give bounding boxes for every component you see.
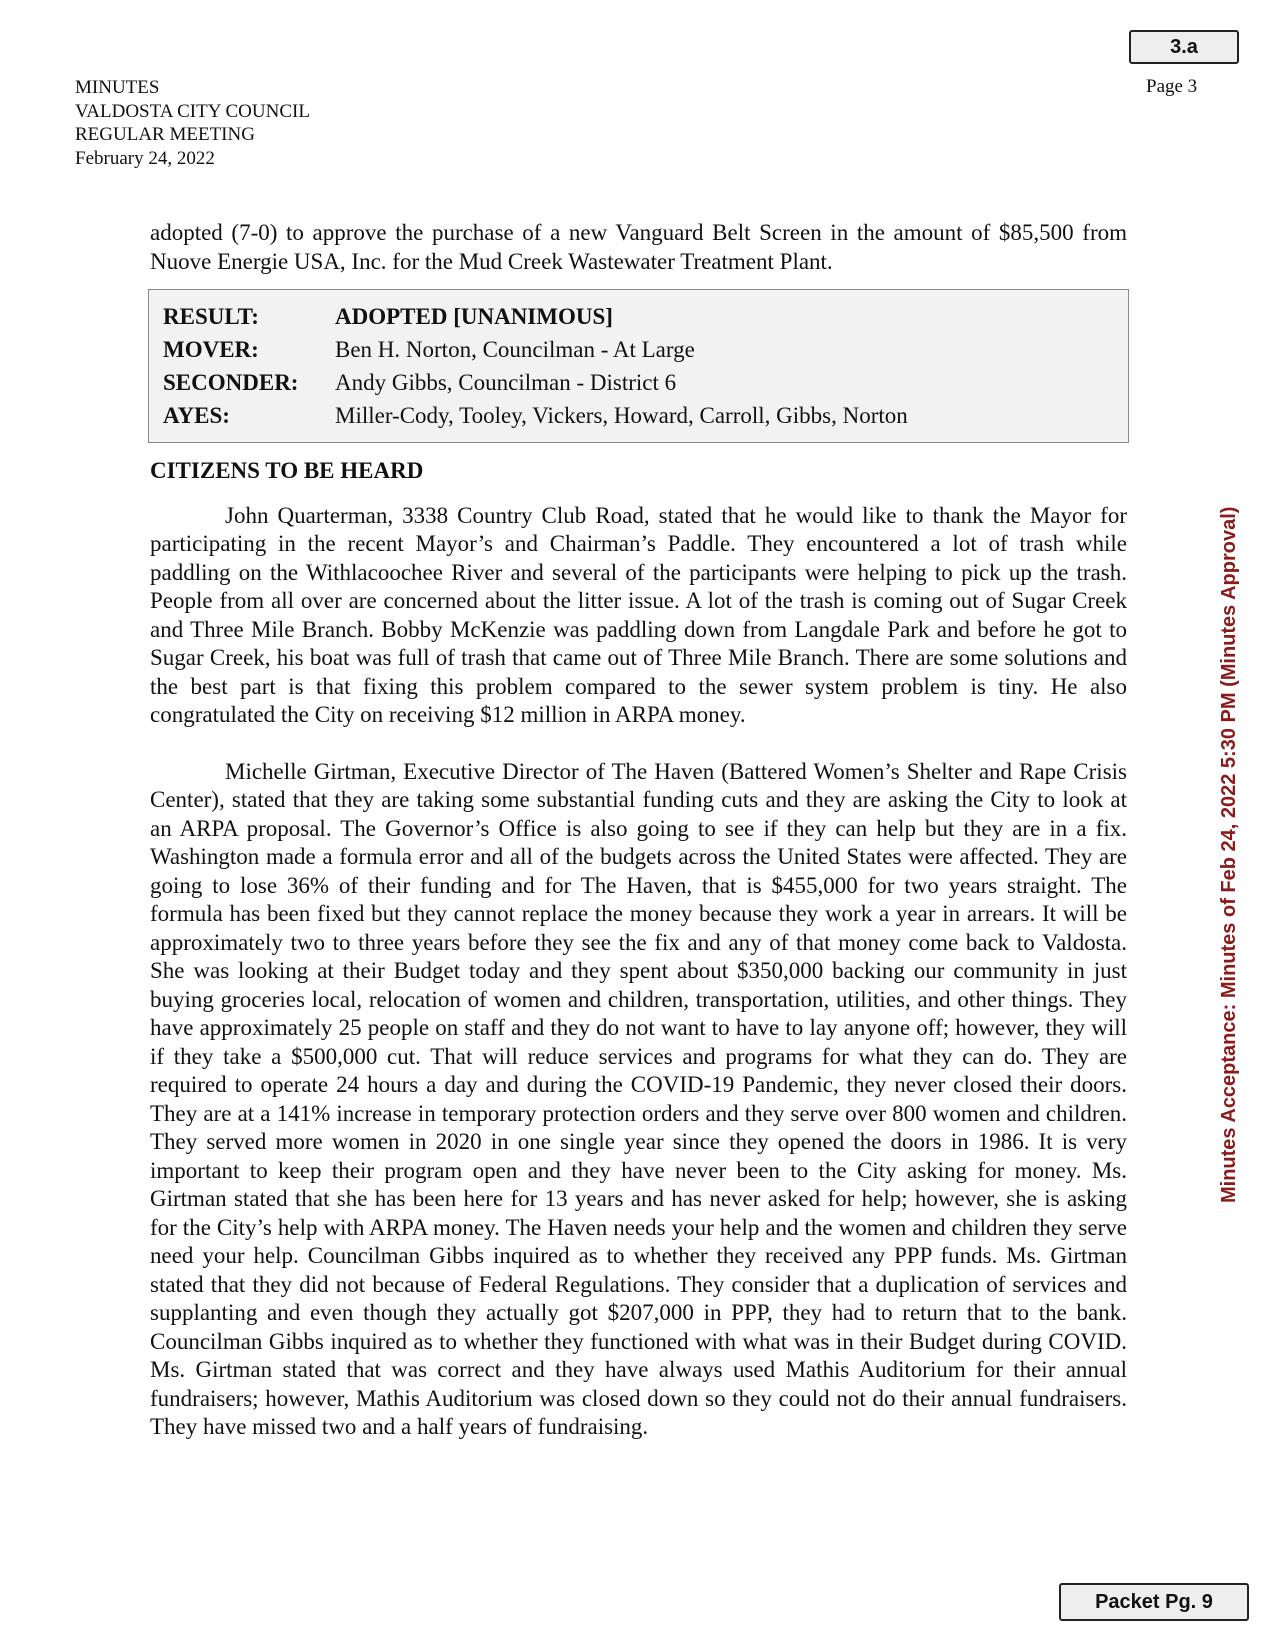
- vote-label: SECONDER:: [163, 370, 299, 395]
- document-header: [75, 76, 310, 170]
- vote-row-ayes: [163, 399, 1114, 432]
- side-annotation: Minutes Acceptance: Minutes of Feb 24, 2022 5:30 PM (Minutes Approval): [1218, 506, 1240, 1203]
- vote-value: Miller-Cody, Tooley, Vickers, Howard, Carroll, Gibbs, Norton: [335, 403, 908, 428]
- packet-page-label: Packet Pg. 9: [1095, 1590, 1213, 1613]
- vote-value: Andy Gibbs, Councilman - District 6: [335, 370, 677, 395]
- agenda-item-tag: [1129, 30, 1239, 64]
- vote-row-mover: [163, 333, 1114, 366]
- intro-paragraph: adopted (7-0) to approve the purchase of a new Vanguard Belt Screen in the amount of $85,500 from Nuove Energie USA, Inc. for the Mud Creek Wastewater Treatment Plant.: [150, 220, 1127, 274]
- header-date: February 24, 2022: [75, 147, 215, 169]
- document-body: [150, 219, 1127, 1442]
- paragraph-girtman: Michelle Girtman, Executive Director of The Haven (Battered Women’s Shelter and Rape Crisis Center), stated that they are taking some substantial funding cuts and they are asking the City to look at an ARPA proposal. The Governor’s Office is also going to see if they can help but they are in a fix. Washington made a formula error and all of the budgets across the United States were affected. They are going to lose 36% of their funding and for The Haven, that is $455,000 for two years straight. The formula has been fixed but they cannot replace the money because they work a year in arrears. It will be approximately two to three years before they see the fix and any of that money come back to Valdosta. She was looking at their Budget today and they spent about $350,000 backing our community in just buying groceries local, relocation of women and children, transportation, utilities, and other things. They have approximately 25 people on staff and they do not want to have to lay anyone off; however, they will if they take a $500,000 cut. That will reduce services and programs for what they can do. They are required to operate 24 hours a day and during the COVID-19 Pandemic, they never closed their doors. They are at a 141% increase in temporary protection orders and they serve over 800 women and children. They served more women in 2020 in one single year since they opened the doors in 1986. It is very important to keep their program open and they have never been to the City asking for money. Ms. Girtman stated that she has been here for 13 years and has never asked for help; however, she is asking for the City’s help with ARPA money. The Haven needs your help and the women and children they serve need your help. Councilman Gibbs inquired as to whether they received any PPP funds. Ms. Girtman stated that they did not because of Federal Regulations. They consider that a duplication of services and supplanting and even though they actually got $207,000 in PPP, they had to return that to the bank. Councilman Gibbs inquired as to whether they functioned with what was in their Budget during COVID. Ms. Girtman stated that was correct and they have always used Mathis Auditorium for their annual fundraisers; however, Mathis Auditorium was closed down so they could not do their annual fundraisers. They have missed two and a half years of fundraising.: [150, 758, 1127, 1439]
- section-heading: CITIZENS TO BE HEARD: [150, 458, 424, 483]
- paragraph-quarterman: John Quarterman, 3338 Country Club Road, stated that he would like to thank the Mayor for participating in the recent Mayor’s and Chairman’s Paddle. They encountered a lot of trash while paddling on the Withlacoochee River and several of the participants were helping to pick up the trash. People from all over are concerned about the litter issue. A lot of the trash is coming out of Sugar Creek and Three Mile Branch. Bobby McKenzie was paddling down from Langdale Park and before he got to Sugar Creek, his boat was full of trash that came out of Three Mile Branch. There are some solutions and the best part is that fixing this problem compared to the sewer system problem is tiny. He also congratulated the City on receiving $12 million in ARPA money.: [150, 502, 1127, 727]
- vote-value: ADOPTED [UNANIMOUS]: [335, 304, 613, 329]
- vote-row-seconder: [163, 366, 1114, 399]
- vote-label: AYES:: [163, 403, 230, 428]
- agenda-item-number: 3.a: [1170, 35, 1198, 58]
- vote-row-result: [163, 300, 1114, 333]
- packet-page-tag: [1059, 1583, 1249, 1621]
- vote-label: MOVER:: [163, 337, 259, 362]
- header-line: MINUTES: [75, 77, 160, 98]
- vote-result-box: [148, 289, 1129, 443]
- paragraph-spacer: [150, 730, 1127, 758]
- vote-label: RESULT:: [163, 304, 259, 329]
- page-number: Page 3: [1146, 76, 1198, 97]
- header-line: VALDOSTA CITY COUNCIL: [75, 100, 310, 122]
- header-line: REGULAR MEETING: [75, 124, 255, 145]
- vote-value: Ben H. Norton, Councilman - At Large: [335, 337, 695, 362]
